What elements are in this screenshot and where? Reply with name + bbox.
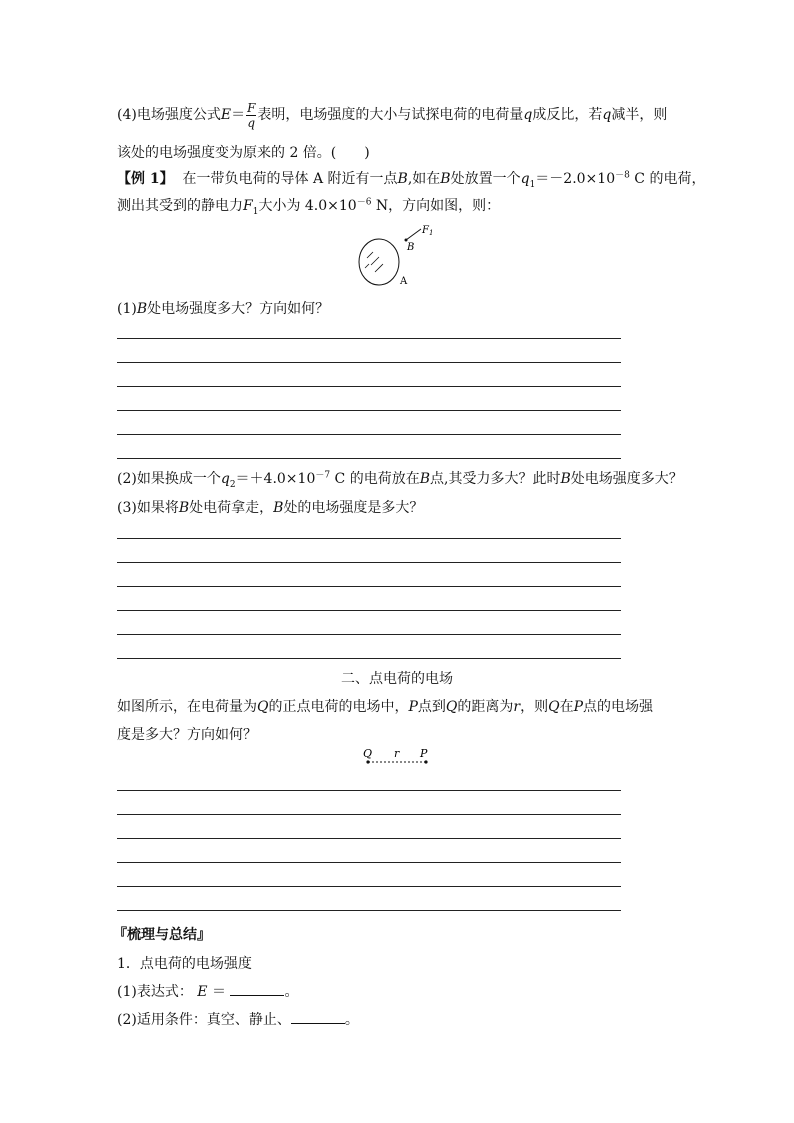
- hatch-mark: [367, 252, 373, 258]
- var-B: B: [560, 471, 571, 487]
- answer-line[interactable]: [117, 862, 621, 863]
- sub-text: 处电荷拿走，: [189, 500, 274, 516]
- sub-text: 处电场强度多大？方向如何？: [147, 301, 330, 317]
- label-F1: $F_1$: [422, 225, 434, 237]
- var-P: P: [408, 699, 418, 715]
- hatch-mark: [365, 264, 369, 268]
- label-r: r: [394, 747, 400, 760]
- point-charge-figure: [360, 745, 435, 769]
- answer-line[interactable]: [117, 658, 621, 659]
- label-P: P: [420, 747, 428, 760]
- point-P: [424, 760, 427, 763]
- var-B: B: [136, 301, 148, 317]
- fraction-numerator: F: [247, 100, 256, 115]
- hatch-mark: [375, 264, 383, 272]
- subscript: 1: [529, 179, 536, 190]
- answer-line[interactable]: [117, 586, 621, 587]
- var-F: F: [243, 198, 253, 214]
- sub-question-2: [117, 468, 683, 488]
- answer-line[interactable]: [117, 434, 621, 435]
- sub-question-1: [117, 298, 329, 318]
- cond-label: (2)适用条件：真空、静止、: [117, 1012, 291, 1028]
- answer-line[interactable]: [117, 410, 621, 411]
- var-Q: Q: [548, 699, 560, 715]
- var-B: B: [440, 171, 451, 187]
- period: 。: [344, 1012, 359, 1028]
- formula-E: E: [220, 107, 232, 123]
- para-text: 的距离为: [457, 699, 514, 715]
- var-q: q: [602, 107, 612, 123]
- var-P: P: [573, 699, 583, 715]
- expr-eq: ＝: [211, 984, 226, 1000]
- sub-question-3: [117, 497, 423, 517]
- answer-line[interactable]: [117, 538, 621, 539]
- exponent: －8: [615, 170, 630, 181]
- sub-number: (1): [117, 301, 137, 317]
- sub-text: 点,其受力多大？此时: [430, 471, 561, 487]
- q4-text-c: 成反比，若: [532, 107, 603, 123]
- q4-text-b: 表明，电场强度的大小与试探电荷的电荷量: [257, 107, 524, 123]
- formula-fraction: [246, 101, 256, 130]
- q4-text-a: (4)电场强度公式: [117, 107, 221, 123]
- label-A: A: [400, 276, 408, 287]
- exponent: －7: [315, 470, 331, 481]
- hatch-mark: [371, 257, 379, 265]
- answer-line[interactable]: [117, 910, 621, 911]
- q4-line1: [117, 100, 667, 130]
- para-text: 如图所示，在电荷量为: [117, 699, 257, 715]
- para-text: ，则: [520, 699, 549, 715]
- example-text-a: 在一带负电荷的导体 A 附近有一点: [182, 171, 398, 187]
- var-q2: q: [220, 471, 230, 487]
- force-F1-arrow: [406, 229, 421, 240]
- example-text: N，方向如图，则：: [371, 198, 501, 214]
- subscript: 2: [229, 479, 236, 490]
- fill-blank-condition[interactable]: [291, 1011, 345, 1024]
- var-Q: Q: [445, 699, 458, 715]
- sub-text: 处电场强度多大？: [570, 471, 683, 487]
- var-B: B: [397, 171, 408, 187]
- para-text: 点到: [417, 699, 446, 715]
- example1-line2: [117, 195, 500, 215]
- fill-blank-expression[interactable]: [230, 983, 284, 996]
- answer-line[interactable]: [117, 362, 621, 363]
- answer-line[interactable]: [117, 838, 621, 839]
- answer-line[interactable]: [117, 562, 621, 563]
- example-text-e: C 的电荷，: [629, 171, 706, 187]
- answer-line[interactable]: [117, 458, 621, 459]
- sub-text: (2)如果换成一个: [117, 471, 221, 487]
- example-text: 测出其受到的静电力: [117, 198, 243, 214]
- example-text-c: 处放置一个: [450, 171, 521, 187]
- sub-text: C 的电荷放在: [330, 471, 420, 487]
- label-B: B: [407, 242, 415, 253]
- summary-title: 『梳理与总结』: [113, 927, 211, 943]
- section2-paragraph-line2: 度是多大？方向如何？: [117, 727, 257, 743]
- answer-line[interactable]: [117, 634, 621, 635]
- answer-line[interactable]: [117, 610, 621, 611]
- q4-text-d: 减半，则: [611, 107, 668, 123]
- var-q: q: [523, 107, 533, 123]
- example-text: 大小为 4.0×10: [258, 198, 357, 214]
- var-r: r: [513, 699, 521, 715]
- fraction-denominator: q: [247, 115, 256, 130]
- example1-line1: [117, 168, 705, 188]
- section2-paragraph-line1: [117, 696, 653, 716]
- summary-expression: [117, 981, 298, 1001]
- sub-text: ＝＋4.0×10: [235, 471, 316, 487]
- var-B: B: [178, 500, 190, 516]
- para-text: 在: [559, 699, 574, 715]
- formula-eq: ＝: [231, 107, 246, 123]
- sub-text: 处的电场强度是多大？: [283, 500, 424, 516]
- var-q1: q: [520, 171, 530, 187]
- answer-line[interactable]: [117, 814, 621, 815]
- period: 。: [284, 984, 299, 1000]
- example-text-b: ,如在: [407, 171, 441, 187]
- var-B: B: [419, 471, 431, 487]
- answer-line[interactable]: [117, 338, 621, 339]
- example-tag: 【例 1】: [117, 171, 174, 187]
- var-E: E: [197, 984, 208, 1000]
- expr-label: (1)表达式：: [117, 984, 193, 1000]
- answer-line[interactable]: [117, 386, 621, 387]
- para-text: 点的电场强: [583, 699, 653, 715]
- q4-line2: 该处的电场强度变为原来的 2 倍。( ): [117, 145, 370, 161]
- answer-line[interactable]: [117, 790, 621, 791]
- conductor-A-shape: [359, 239, 399, 285]
- var-Q: Q: [257, 699, 269, 715]
- var-B: B: [273, 500, 284, 516]
- sub-text: (3)如果将: [117, 500, 179, 516]
- conductor-figure: [355, 222, 445, 292]
- example-text-d: ＝－2.0×10: [535, 171, 616, 187]
- answer-line[interactable]: [117, 886, 621, 887]
- summary-item-1: 1．点电荷的电场强度: [117, 956, 252, 972]
- summary-condition: [117, 1009, 359, 1029]
- label-Q: Q: [363, 747, 373, 760]
- para-text: 的正点电荷的电场中，: [268, 699, 409, 715]
- section-title: 二、点电荷的电场: [341, 671, 453, 687]
- subscript: 1: [252, 206, 259, 217]
- exponent: －6: [356, 197, 372, 208]
